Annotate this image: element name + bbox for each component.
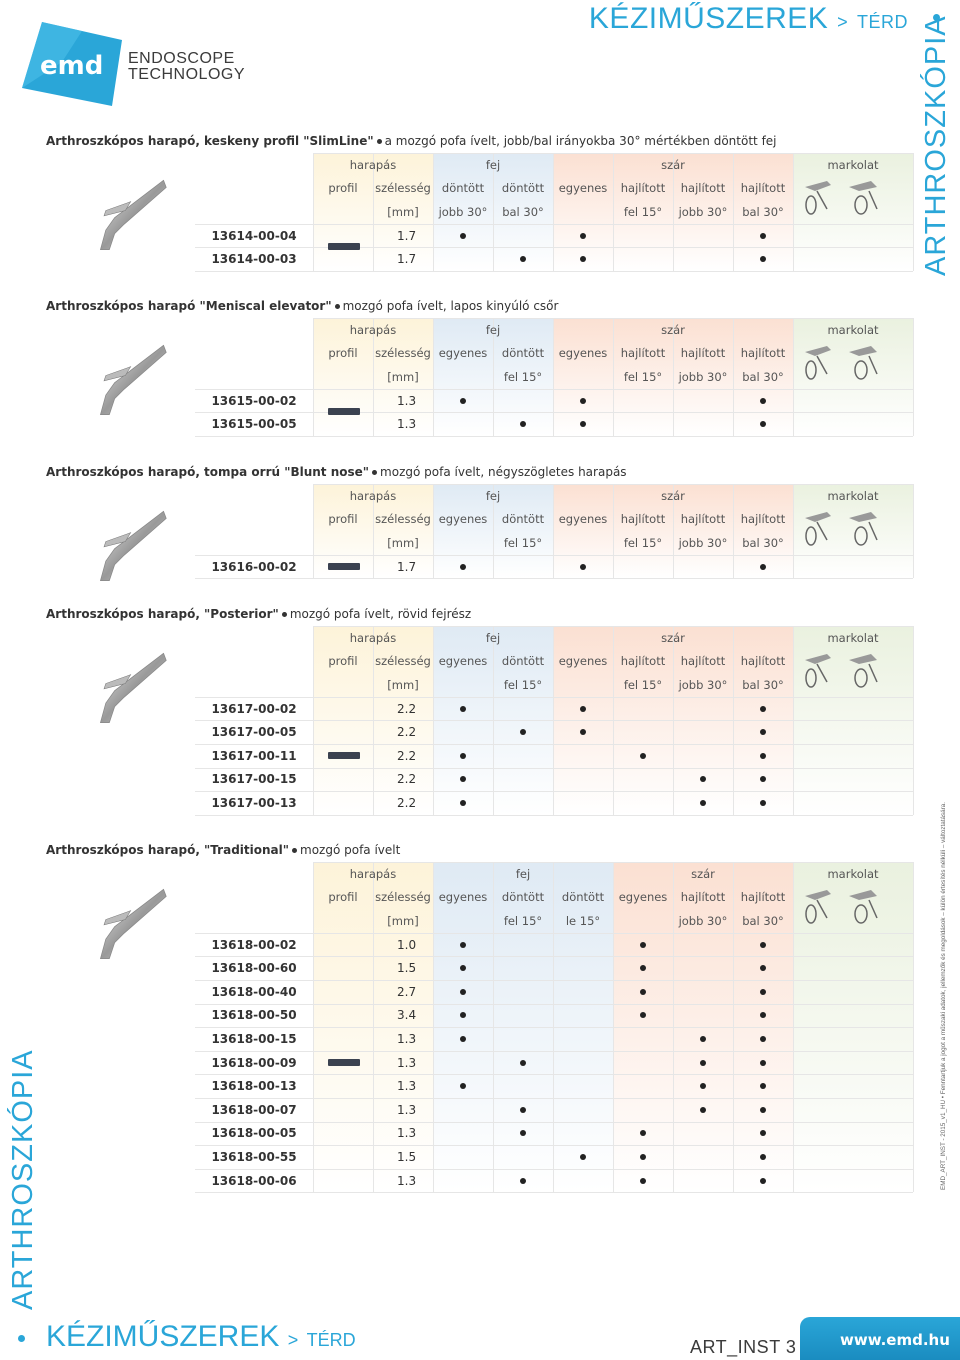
column-unit: [mm] (387, 535, 419, 550)
emd-logo-mark (22, 22, 122, 106)
group-header: markolat (827, 157, 879, 172)
column-unit: [mm] (387, 369, 419, 384)
availability-dot (520, 1060, 526, 1066)
column-subheader: hajlított (620, 512, 666, 527)
availability-dot (460, 398, 466, 404)
column-subheader: profil (328, 890, 358, 905)
column-unit: le 15° (565, 913, 601, 928)
bullet (282, 612, 287, 617)
profile-icon (328, 563, 360, 570)
availability-dot (460, 706, 466, 712)
company-name-line1: ENDOSCOPE (128, 50, 235, 67)
width-value: 2.2 (397, 748, 417, 763)
grid-vline (313, 862, 314, 1192)
section-title (46, 465, 627, 479)
availability-dot (760, 706, 766, 712)
column-subheader: egyenes (558, 512, 608, 527)
availability-dot (580, 398, 586, 404)
profile-icon (328, 408, 360, 415)
availability-dot (580, 233, 586, 239)
width-value: 1.3 (397, 1173, 417, 1188)
column-subheader: profil (328, 181, 358, 196)
column-subheader: hajlított (620, 181, 666, 196)
availability-dot (460, 233, 466, 239)
product-code: 13618-00-13 (211, 1079, 297, 1094)
instrument-image (88, 648, 168, 728)
handle-ring-icon (847, 510, 887, 550)
grid-vline (913, 318, 914, 436)
width-value: 1.5 (397, 961, 417, 976)
column-subheader: szélesség (375, 654, 431, 669)
product-code: 13618-00-15 (211, 1031, 297, 1046)
availability-dot (460, 800, 466, 806)
profile-icon (328, 1059, 360, 1066)
availability-dot (700, 1060, 706, 1066)
column-unit: [mm] (387, 677, 419, 692)
width-value: 1.0 (397, 937, 417, 952)
handle-ring-icon (847, 179, 887, 219)
column-subheader: hajlított (680, 346, 726, 361)
product-code: 13617-00-02 (211, 701, 297, 716)
section-title-desc: mozgó pofa ívelt, lapos kinyúló csőr (342, 299, 559, 313)
availability-dot (760, 1036, 766, 1042)
group-header: markolat (827, 866, 879, 881)
availability-dot (760, 753, 766, 759)
availability-dot (460, 989, 466, 995)
group-header: szár (661, 630, 685, 645)
column-subheader: szélesség (375, 890, 431, 905)
column-subheader: egyenes (618, 890, 668, 905)
instrument-image (88, 175, 168, 255)
column-subheader: hajlított (620, 654, 666, 669)
group-header: harapás (349, 488, 397, 503)
width-value: 2.7 (397, 984, 417, 999)
column-unit: jobb 30° (438, 204, 488, 219)
group-header: harapás (349, 866, 397, 881)
group-header: szár (661, 488, 685, 503)
grid-vline (793, 862, 794, 1192)
section-title-desc: mozgó pofa ívelt (300, 843, 401, 857)
width-value: 1.5 (397, 1149, 417, 1164)
availability-dot (700, 1036, 706, 1042)
group-header: harapás (349, 322, 397, 337)
availability-dot (760, 1107, 766, 1113)
availability-dot (640, 942, 646, 948)
column-subheader: szélesség (375, 346, 431, 361)
product-code: 13617-00-11 (211, 748, 297, 763)
handle-ring-icon (847, 888, 887, 928)
width-value: 1.7 (397, 559, 417, 574)
company-name-line2: TECHNOLOGY (128, 66, 246, 83)
width-value: 2.2 (397, 725, 417, 740)
product-code: 13617-00-15 (211, 772, 297, 787)
availability-dot (760, 564, 766, 570)
availability-dot (640, 989, 646, 995)
column-subheader: hajlított (680, 890, 726, 905)
width-value: 1.3 (397, 1102, 417, 1117)
availability-dot (760, 398, 766, 404)
column-unit: [mm] (387, 204, 419, 219)
section-title-bold: Arthroszkópos harapó, keskeny profil "SlimLine" (46, 134, 374, 148)
column-subheader: hajlított (740, 346, 786, 361)
width-value: 1.3 (397, 393, 417, 408)
availability-dot (520, 1178, 526, 1184)
product-code: 13615-00-02 (211, 393, 297, 408)
grid-vline (613, 862, 614, 1192)
bullet (377, 139, 382, 144)
availability-dot (700, 800, 706, 806)
width-value: 1.3 (397, 417, 417, 432)
section-title-desc: a mozgó pofa ívelt, jobb/bal irányokba 30° mértékben döntött fej (384, 134, 777, 148)
product-code: 13617-00-05 (211, 725, 297, 740)
availability-dot (520, 1107, 526, 1113)
group-header: szár (691, 866, 715, 881)
section-title-desc: mozgó pofa ívelt, négyszögletes harapás (380, 465, 627, 479)
title-sub: TÉRD (857, 12, 908, 32)
width-value: 2.2 (397, 772, 417, 787)
product-code: 13618-00-09 (211, 1055, 297, 1070)
product-code: 13614-00-04 (211, 228, 297, 243)
footer-title-separator: > (287, 1330, 299, 1350)
column-subheader: profil (328, 512, 358, 527)
grid-hline (195, 1192, 913, 1193)
availability-dot (640, 753, 646, 759)
width-value: 1.7 (397, 228, 417, 243)
availability-dot (640, 1178, 646, 1184)
column-subheader: döntött (501, 346, 545, 361)
group-header: harapás (349, 630, 397, 645)
width-value: 1.3 (397, 1031, 417, 1046)
column-unit: jobb 30° (678, 535, 728, 550)
column-unit: [mm] (387, 913, 419, 928)
column-unit: fel 15° (503, 535, 543, 550)
availability-dot (580, 564, 586, 570)
grid-vline (913, 484, 914, 578)
logo-text: emd (40, 51, 104, 81)
product-code: 13615-00-05 (211, 417, 297, 432)
title-main: KÉZIMŰSZEREK (588, 2, 829, 35)
column-unit: fel 15° (623, 204, 663, 219)
column-unit: jobb 30° (678, 204, 728, 219)
section-title (46, 607, 471, 621)
column-subheader: egyenes (438, 890, 488, 905)
grid-vline (793, 626, 794, 815)
section-title-desc: mozgó pofa ívelt, rövid fejrész (289, 607, 472, 621)
group-header: szár (661, 322, 685, 337)
width-value: 1.7 (397, 252, 417, 267)
product-code: 13618-00-05 (211, 1126, 297, 1141)
column-subheader: egyenes (438, 346, 488, 361)
product-code: 13614-00-03 (211, 252, 297, 267)
column-subheader: hajlított (680, 181, 726, 196)
section-title-bold: Arthroszkópos harapó "Meniscal elevator" (46, 299, 332, 313)
profile-icon (328, 752, 360, 759)
handle-straight-icon (801, 510, 841, 550)
page-title (589, 2, 908, 36)
group-header: szár (661, 157, 685, 172)
column-subheader: döntött (501, 890, 545, 905)
width-value: 1.3 (397, 1079, 417, 1094)
column-subheader: döntött (501, 654, 545, 669)
column-unit: fel 15° (503, 677, 543, 692)
availability-dot (760, 1060, 766, 1066)
grid-vline (913, 862, 914, 1192)
handle-straight-icon (801, 888, 841, 928)
instrument-image (88, 506, 168, 586)
width-value: 2.2 (397, 701, 417, 716)
column-unit: bal 30° (742, 677, 784, 692)
group-header: fej (485, 488, 501, 503)
group-header: fej (485, 630, 501, 645)
product-code: 13617-00-13 (211, 795, 297, 810)
column-unit: bal 30° (742, 535, 784, 550)
column-subheader: egyenes (438, 512, 488, 527)
column-unit: bal 30° (742, 369, 784, 384)
availability-dot (760, 1154, 766, 1160)
column-unit: bal 30° (742, 204, 784, 219)
availability-dot (460, 942, 466, 948)
availability-dot (640, 1154, 646, 1160)
handle-straight-icon (801, 344, 841, 384)
column-subheader: szélesség (375, 512, 431, 527)
column-unit: fel 15° (503, 913, 543, 928)
column-unit: bal 30° (742, 913, 784, 928)
title-separator: > (837, 12, 849, 32)
section-title (46, 299, 558, 313)
group-header: markolat (827, 488, 879, 503)
profile-icon (328, 243, 360, 250)
column-unit: fel 15° (623, 369, 663, 384)
column-subheader: profil (328, 654, 358, 669)
grid-hline (195, 578, 913, 579)
footer-title-main: KÉZIMŰSZEREK (46, 1320, 280, 1353)
group-header: fej (485, 322, 501, 337)
product-code: 13616-00-02 (211, 559, 297, 574)
section-title (46, 134, 777, 148)
column-subheader: hajlított (740, 654, 786, 669)
column-subheader: egyenes (558, 181, 608, 196)
column-subheader: egyenes (438, 654, 488, 669)
footer-title-sub: TÉRD (306, 1330, 356, 1350)
section-title-bold: Arthroszkópos harapó, tompa orrú "Blunt nose" (46, 465, 370, 479)
width-value: 2.2 (397, 795, 417, 810)
product-code: 13618-00-55 (211, 1149, 297, 1164)
website-link[interactable]: www.emd.hu (840, 1331, 950, 1349)
availability-dot (580, 706, 586, 712)
column-subheader: döntött (501, 181, 545, 196)
section-title-bold: Arthroszkópos harapó, "Posterior" (46, 607, 279, 621)
availability-dot (460, 753, 466, 759)
handle-ring-icon (847, 652, 887, 692)
product-code: 13618-00-06 (211, 1173, 297, 1188)
grid-vline (433, 862, 434, 1192)
bullet (335, 304, 340, 309)
handle-straight-icon (801, 652, 841, 692)
column-unit: fel 15° (623, 677, 663, 692)
column-subheader: döntött (501, 512, 545, 527)
instrument-image (88, 340, 168, 420)
product-code: 13618-00-02 (211, 937, 297, 952)
column-unit: jobb 30° (678, 913, 728, 928)
column-unit: jobb 30° (678, 677, 728, 692)
product-code: 13618-00-07 (211, 1102, 297, 1117)
group-header: markolat (827, 322, 879, 337)
group-header: harapás (349, 157, 397, 172)
availability-dot (760, 989, 766, 995)
grid-hline (195, 271, 913, 272)
availability-dot (580, 1154, 586, 1160)
grid-hline (195, 815, 913, 816)
availability-dot (760, 942, 766, 948)
handle-straight-icon (801, 179, 841, 219)
column-subheader: hajlított (740, 512, 786, 527)
column-subheader: profil (328, 346, 358, 361)
availability-dot (760, 1178, 766, 1184)
page-code: ART_INST 3 (690, 1337, 797, 1357)
product-code: 13618-00-50 (211, 1008, 297, 1023)
disclaimer: EMD_ART_INST - 2015_v1_HU • Fenntartjuk a jogot a műszaki adatok, jellemzők és megoldások – külön értesítés nélküli – változtatására. (940, 801, 947, 1190)
bullet (372, 470, 377, 475)
group-header: fej (485, 157, 501, 172)
width-value: 1.3 (397, 1055, 417, 1070)
width-value: 1.3 (397, 1126, 417, 1141)
availability-dot (700, 1107, 706, 1113)
side-label-left: ARTHROSZKÓPIA (7, 1049, 39, 1310)
availability-dot (460, 1036, 466, 1042)
column-subheader: egyenes (558, 654, 608, 669)
footer-accent-dot (18, 1335, 25, 1342)
bullet (292, 848, 297, 853)
column-unit: bal 30° (502, 204, 544, 219)
availability-dot (760, 800, 766, 806)
group-header: markolat (827, 630, 879, 645)
availability-dot (760, 233, 766, 239)
instrument-image (88, 884, 168, 964)
grid-vline (913, 626, 914, 815)
column-subheader: döntött (561, 890, 605, 905)
column-subheader: hajlított (680, 512, 726, 527)
availability-dot (460, 564, 466, 570)
product-code: 13618-00-60 (211, 961, 297, 976)
column-subheader: szélesség (375, 181, 431, 196)
column-unit: fel 15° (623, 535, 663, 550)
column-subheader: hajlított (620, 346, 666, 361)
product-code: 13618-00-40 (211, 984, 297, 999)
group-header: fej (515, 866, 531, 881)
grid-hline (195, 436, 913, 437)
section-title (46, 843, 400, 857)
column-unit: fel 15° (503, 369, 543, 384)
footer-title (46, 1320, 356, 1354)
column-subheader: hajlított (680, 654, 726, 669)
width-value: 3.4 (397, 1008, 417, 1023)
column-subheader: hajlított (740, 181, 786, 196)
side-label-right: ARTHROSZKÓPIA (920, 15, 952, 276)
column-subheader: döntött (441, 181, 485, 196)
column-subheader: egyenes (558, 346, 608, 361)
grid-vline (913, 153, 914, 271)
handle-ring-icon (847, 344, 887, 384)
column-subheader: hajlított (740, 890, 786, 905)
section-title-bold: Arthroszkópos harapó, "Traditional" (46, 843, 289, 857)
column-unit: jobb 30° (678, 369, 728, 384)
